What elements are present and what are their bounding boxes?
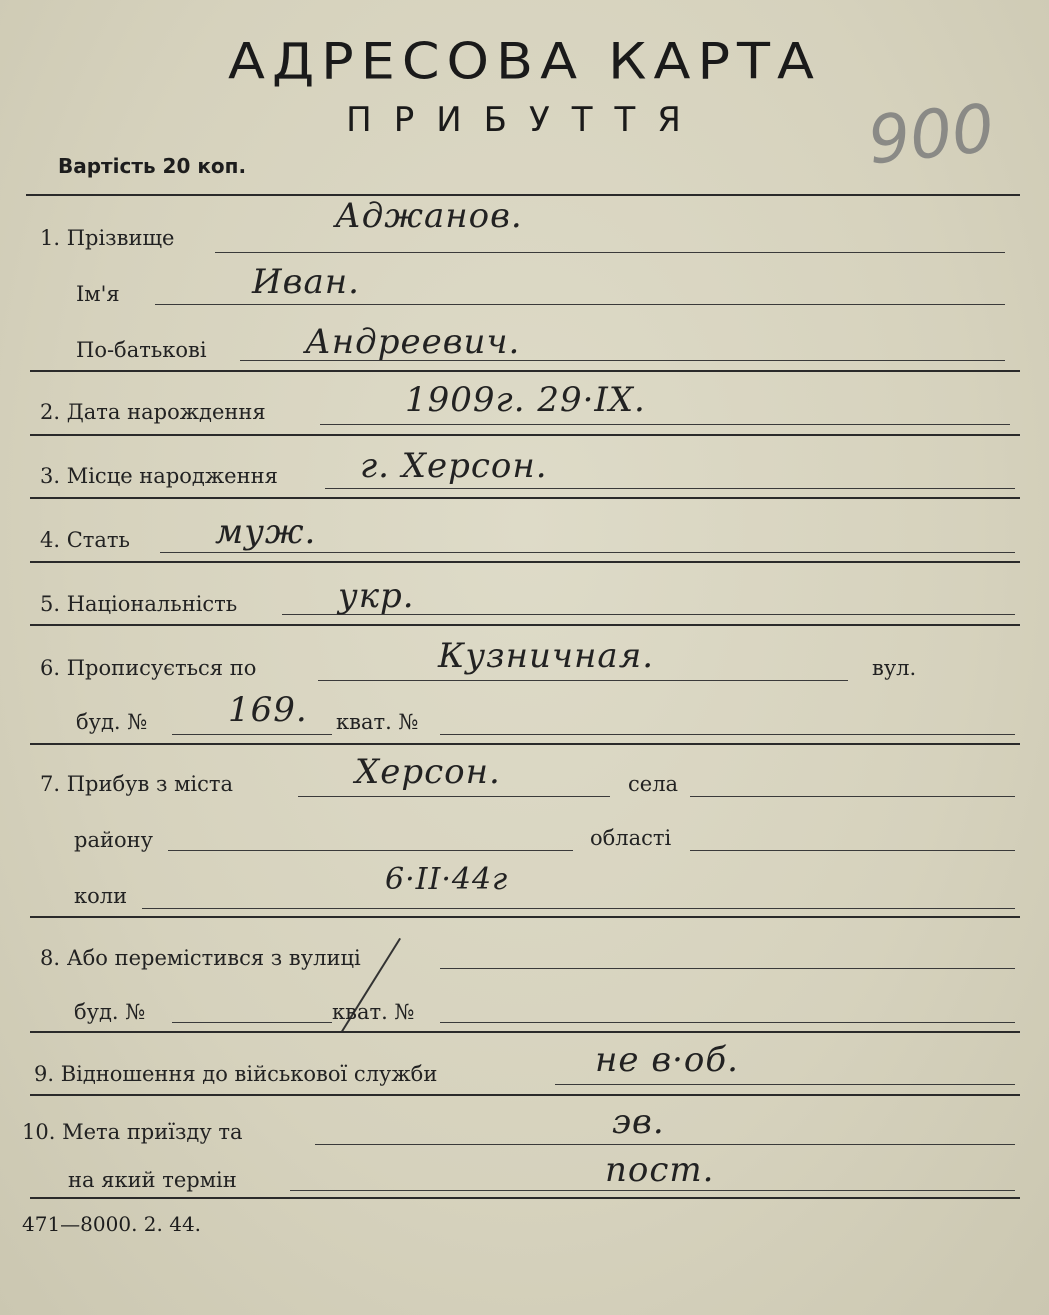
rule bbox=[30, 561, 1020, 563]
street-value: Кузничная. bbox=[438, 636, 655, 676]
card-title: АДРЕСОВА КАРТА bbox=[228, 32, 821, 91]
military-label: 9. Відношення до військової служби bbox=[34, 1062, 438, 1086]
rule bbox=[30, 1094, 1020, 1096]
apt-label-2: кват. № bbox=[332, 1000, 415, 1024]
handwritten-number: 900 bbox=[864, 89, 998, 180]
street-line bbox=[318, 680, 848, 681]
surname-line bbox=[215, 252, 1005, 253]
house-line-2 bbox=[172, 1022, 332, 1023]
apt-line bbox=[440, 734, 1015, 735]
moved-label: 8. Або перемістився з вулиці bbox=[40, 946, 361, 970]
sex-value: муж. bbox=[215, 512, 317, 552]
rule bbox=[30, 1197, 1020, 1199]
rule bbox=[30, 916, 1020, 918]
rule bbox=[30, 434, 1020, 436]
house-value: 169. bbox=[228, 690, 308, 730]
registered-label: 6. Прописується по bbox=[40, 656, 257, 680]
military-line bbox=[555, 1084, 1015, 1085]
birth-date-value: 1909г. 29·IX. bbox=[405, 380, 646, 420]
when-value: 6·II·44г bbox=[385, 862, 509, 897]
card-subtitle: ПРИБУТТЯ bbox=[346, 100, 703, 140]
apt-label: кват. № bbox=[336, 710, 419, 734]
rule bbox=[30, 743, 1020, 745]
street-suffix: вул. bbox=[872, 656, 917, 680]
rule bbox=[26, 194, 1020, 196]
apt-line-2 bbox=[440, 1022, 1015, 1023]
birth-place-label: 3. Місце народження bbox=[40, 464, 278, 488]
nationality-value: укр. bbox=[338, 576, 415, 616]
rule bbox=[30, 497, 1020, 499]
surname-value: Аджанов. bbox=[335, 196, 523, 236]
sex-label: 4. Стать bbox=[40, 528, 130, 552]
term-line bbox=[290, 1190, 1015, 1191]
surname-label: 1. Прізвище bbox=[40, 226, 175, 250]
moved-line bbox=[440, 968, 1015, 969]
nationality-label: 5. Національність bbox=[40, 592, 238, 616]
patronymic-label: По-батькові bbox=[76, 338, 207, 362]
house-label-2: буд. № bbox=[74, 1000, 146, 1024]
arrived-label: 7. Прибув з міста bbox=[40, 772, 234, 796]
purpose-value: эв. bbox=[612, 1102, 665, 1142]
first-name-label: Ім'я bbox=[76, 282, 120, 306]
birth-date-line bbox=[320, 424, 1010, 425]
birth-place-line bbox=[325, 488, 1015, 489]
region-label: області bbox=[590, 826, 672, 850]
when-line bbox=[142, 908, 1015, 909]
rule bbox=[30, 1031, 1020, 1033]
military-value: не в·об. bbox=[595, 1040, 739, 1080]
print-code: 471—8000. 2. 44. bbox=[22, 1212, 202, 1236]
rule bbox=[30, 370, 1020, 372]
sex-line bbox=[160, 552, 1015, 553]
arrived-line bbox=[298, 796, 610, 797]
first-name-value: Иван. bbox=[252, 262, 360, 302]
rule bbox=[30, 624, 1020, 626]
purpose-label: 10. Мета приїзду та bbox=[22, 1120, 243, 1144]
patronymic-value: Андреевич. bbox=[305, 322, 521, 362]
arrived-value: Херсон. bbox=[355, 752, 501, 792]
house-label: буд. № bbox=[76, 710, 148, 734]
region-line bbox=[690, 850, 1015, 851]
district-label: району bbox=[74, 828, 153, 852]
village-line bbox=[690, 796, 1015, 797]
birth-place-value: г. Херсон. bbox=[360, 446, 548, 486]
cost-label: Вартість 20 коп. bbox=[58, 154, 247, 178]
term-value: пост. bbox=[605, 1150, 715, 1190]
birth-date-label: 2. Дата нарождення bbox=[40, 400, 266, 424]
when-label: коли bbox=[74, 884, 128, 908]
village-label: села bbox=[628, 772, 679, 796]
house-line bbox=[172, 734, 332, 735]
term-label: на який термін bbox=[68, 1168, 237, 1192]
first-name-line bbox=[155, 304, 1005, 305]
purpose-line bbox=[315, 1144, 1015, 1145]
district-line bbox=[168, 850, 573, 851]
